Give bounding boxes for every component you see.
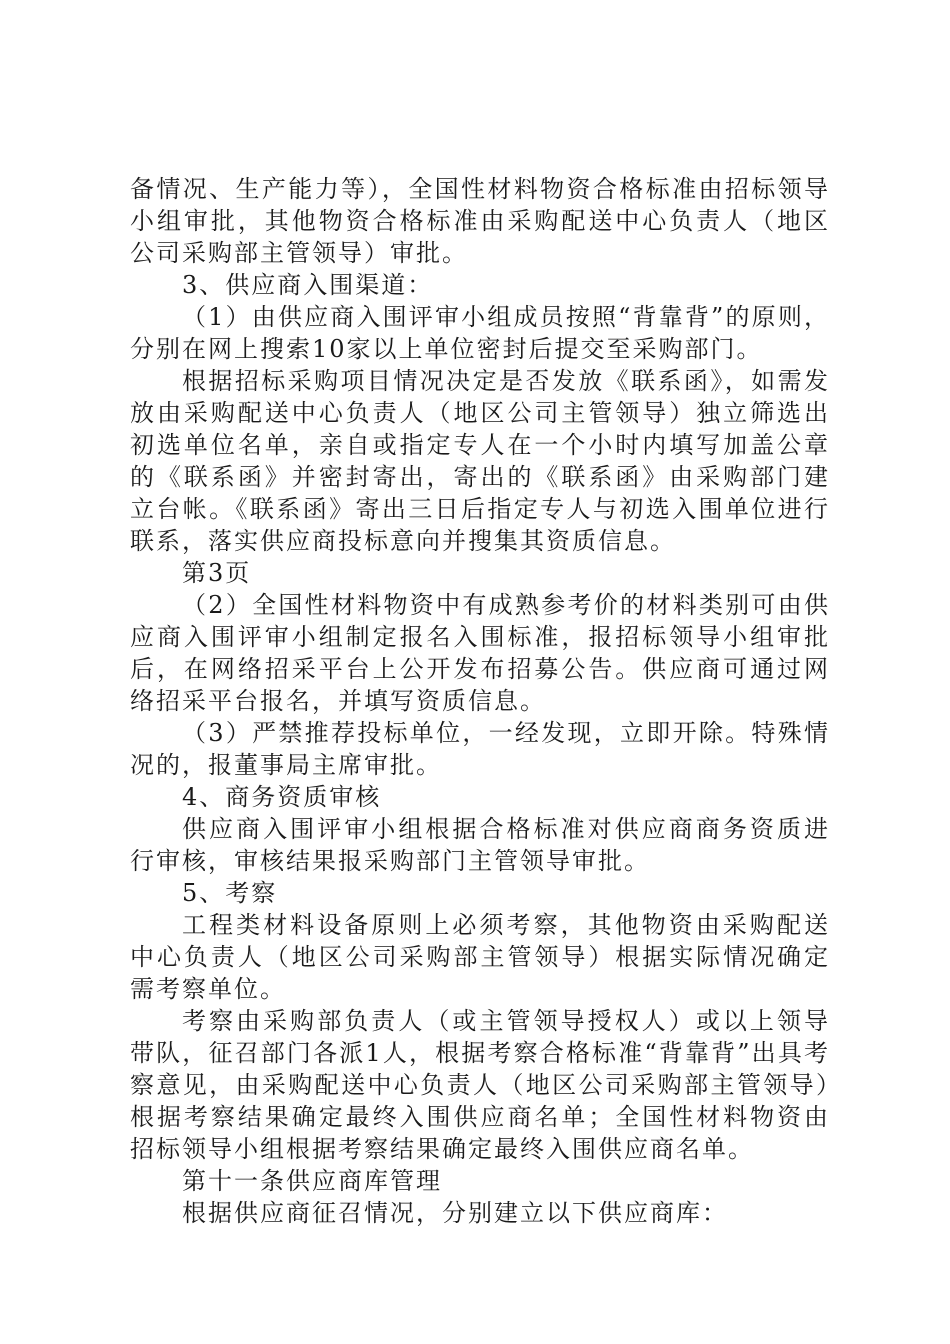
page-number-label: 第3页 [182,559,252,587]
article-heading-supplier-library: 第十一条供应商库管理 [182,1167,442,1195]
document-body [130,173,830,1229]
paragraph-qualification-review: 供应商入围评审小组根据合格标准对供应商商务资质进行审核，审核结果报采购部门主管领导审批。 [130,815,830,875]
paragraph-item-1: （1）由供应商入围评审小组成员按照“背靠背”的原则，分别在网上搜索10家以上单位密封后提交至采购部门。 [130,303,830,363]
paragraph-item-2: （2）全国性材料物资中有成熟参考价的材料类别可由供应商入围评审小组制定报名入围标准，报招标领导小组审批后，在网络招采平台上公开发布招募公告。供应商可通过网络招采平台报名，并填写资质信息。 [130,591,830,715]
paragraph-continuation: 备情况、生产能力等），全国性材料物资合格标准由招标领导小组审批，其他物资合格标准由采购配送中心负责人（地区公司采购部主管领导）审批。 [130,175,830,267]
paragraph-inspection-scope: 工程类材料设备原则上必须考察，其他物资由采购配送中心负责人（地区公司采购部主管领导）根据实际情况确定需考察单位。 [130,911,830,1003]
section-heading-inspection: 5、考察 [182,879,278,907]
section-heading-supplier-channel: 3、供应商入围渠道： [182,271,434,299]
section-heading-qualification-review: 4、商务资质审核 [182,783,382,811]
paragraph-inspection-process: 考察由采购部负责人（或主管领导授权人）或以上领导带队，征召部门各派1人，根据考察合格标准“背靠背”出具考察意见，由采购配送中心负责人（地区公司采购部主管领导）根据考察结果确定最终入围供应商名单；全国性材料物资由招标领导小组根据考察结果确定最终入围供应商名单。 [130,1007,830,1163]
paragraph-item-3: （3）严禁推荐投标单位，一经发现，立即开除。特殊情况的，报董事局主席审批。 [130,719,830,779]
paragraph-supplier-library: 根据供应商征召情况，分别建立以下供应商库： [182,1199,728,1227]
paragraph-contact-letter: 根据招标采购项目情况决定是否发放《联系函》，如需发放由采购配送中心负责人（地区公司主管领导）独立筛选出初选单位名单，亲自或指定专人在一个小时内填写加盖公章的《联系函》并密封寄出，寄出的《联系函》由采购部门建立台帐。《联系函》寄出三日后指定专人与初选入围单位进行联系，落实供应商投标意向并搜集其资质信息。 [130,367,830,555]
